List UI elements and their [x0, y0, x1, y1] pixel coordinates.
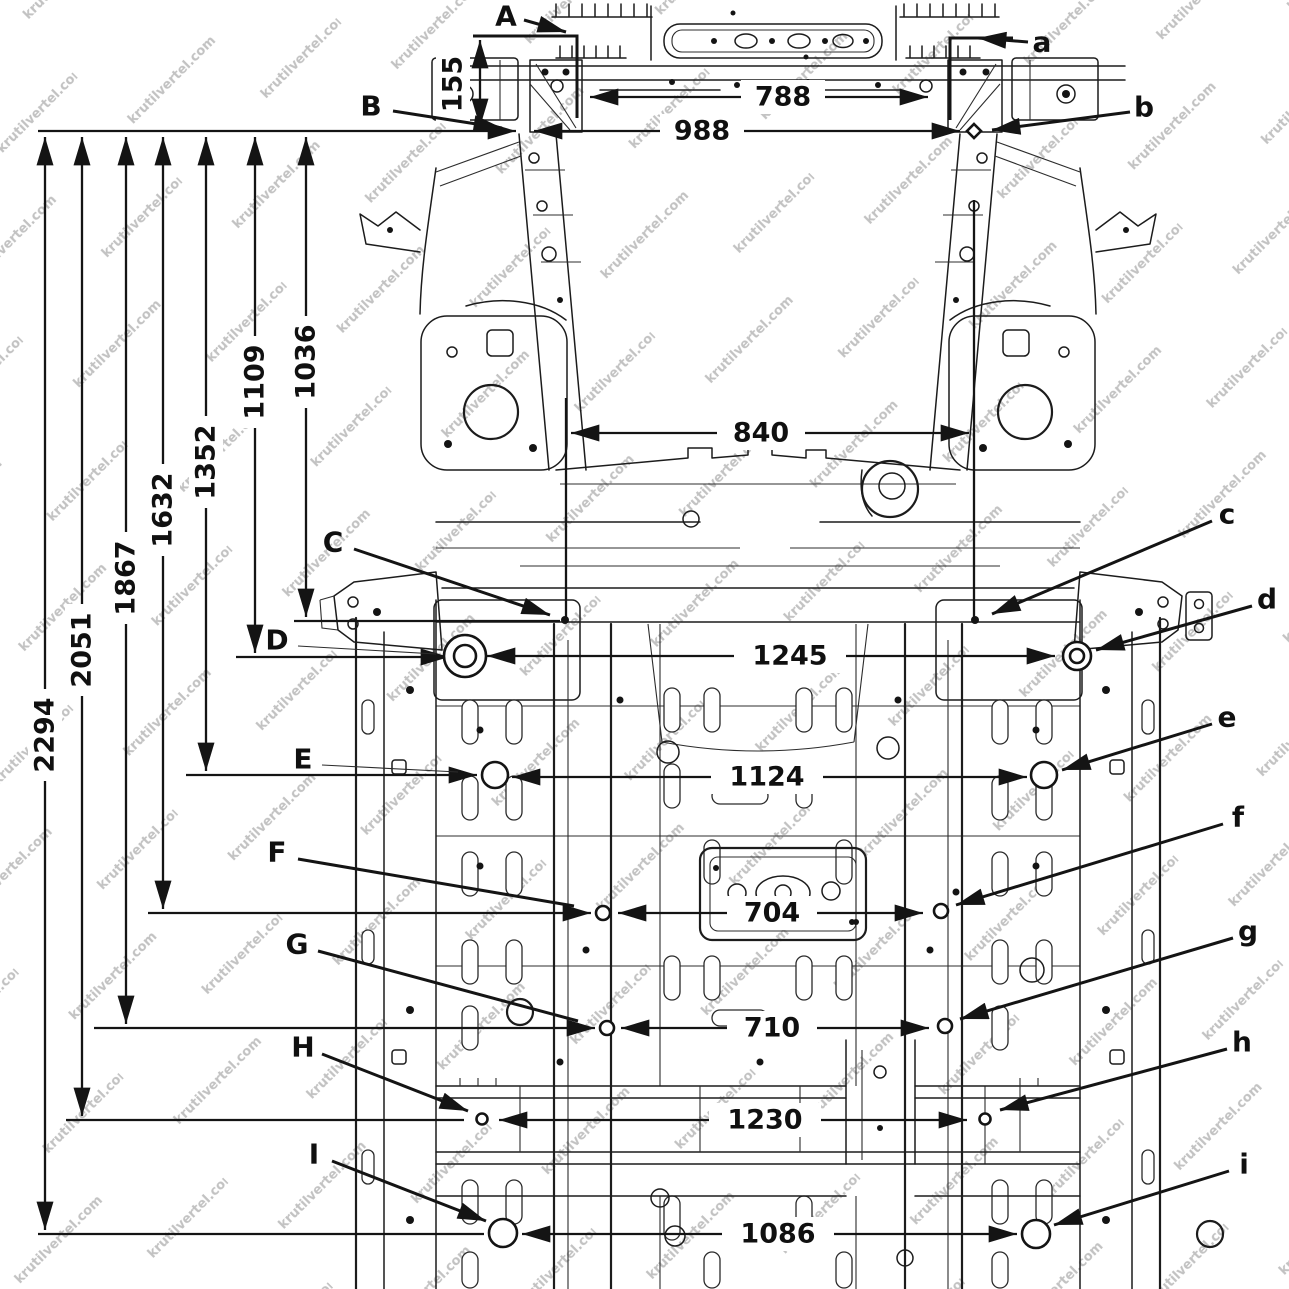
point-label-h: h [1232, 1025, 1252, 1059]
point-label-g: g [1237, 914, 1259, 948]
point-G-target [600, 1021, 614, 1035]
point-label-b: b [1133, 90, 1155, 124]
dim-value-1230: 1230 [727, 1104, 803, 1136]
point-label-C: C [322, 525, 344, 559]
point-C-target [561, 616, 569, 624]
dim-value-2294: 2294 [29, 697, 61, 773]
dim-value-1632: 1632 [147, 472, 179, 548]
point-label-d: d [1256, 582, 1278, 616]
dim-value-1124: 1124 [729, 761, 805, 793]
point-label-D: D [265, 623, 289, 657]
point-label-i: i [1239, 1147, 1249, 1181]
dim-value-1352: 1352 [190, 424, 222, 500]
dim-value-155: 155 [437, 55, 469, 113]
dim-value-1086: 1086 [740, 1218, 816, 1250]
point-g-target [938, 1019, 952, 1033]
point-label-f: f [1231, 800, 1245, 834]
dim-value-1109: 1109 [239, 344, 271, 420]
point-h-target [980, 1114, 991, 1125]
point-label-e: e [1217, 700, 1237, 734]
point-I-target [489, 1219, 517, 1247]
point-label-B: B [360, 89, 382, 123]
point-E-target [482, 762, 508, 788]
dim-value-704: 704 [743, 897, 801, 929]
point-label-I: I [308, 1137, 320, 1171]
point-i-target [1022, 1220, 1050, 1248]
dim-value-840: 840 [732, 417, 790, 449]
point-F-target [596, 906, 610, 920]
point-label-F: F [267, 835, 287, 869]
point-label-a: a [1032, 25, 1052, 59]
dim-value-1245: 1245 [752, 640, 828, 672]
dim-value-788: 788 [754, 81, 812, 113]
point-label-H: H [291, 1030, 315, 1064]
dim-value-1867: 1867 [110, 540, 142, 616]
point-label-G: G [285, 927, 309, 961]
point-e-target [1031, 762, 1057, 788]
point-H-target [477, 1114, 488, 1125]
point-label-A: A [495, 0, 517, 33]
point-c-target [971, 616, 979, 624]
dim-value-988: 988 [673, 115, 731, 147]
point-label-E: E [293, 742, 313, 776]
dim-value-2051: 2051 [66, 612, 98, 688]
point-f-target [934, 904, 948, 918]
dim-value-710: 710 [743, 1012, 801, 1044]
point-label-c: c [1218, 497, 1236, 531]
dim-value-1036: 1036 [290, 324, 322, 400]
